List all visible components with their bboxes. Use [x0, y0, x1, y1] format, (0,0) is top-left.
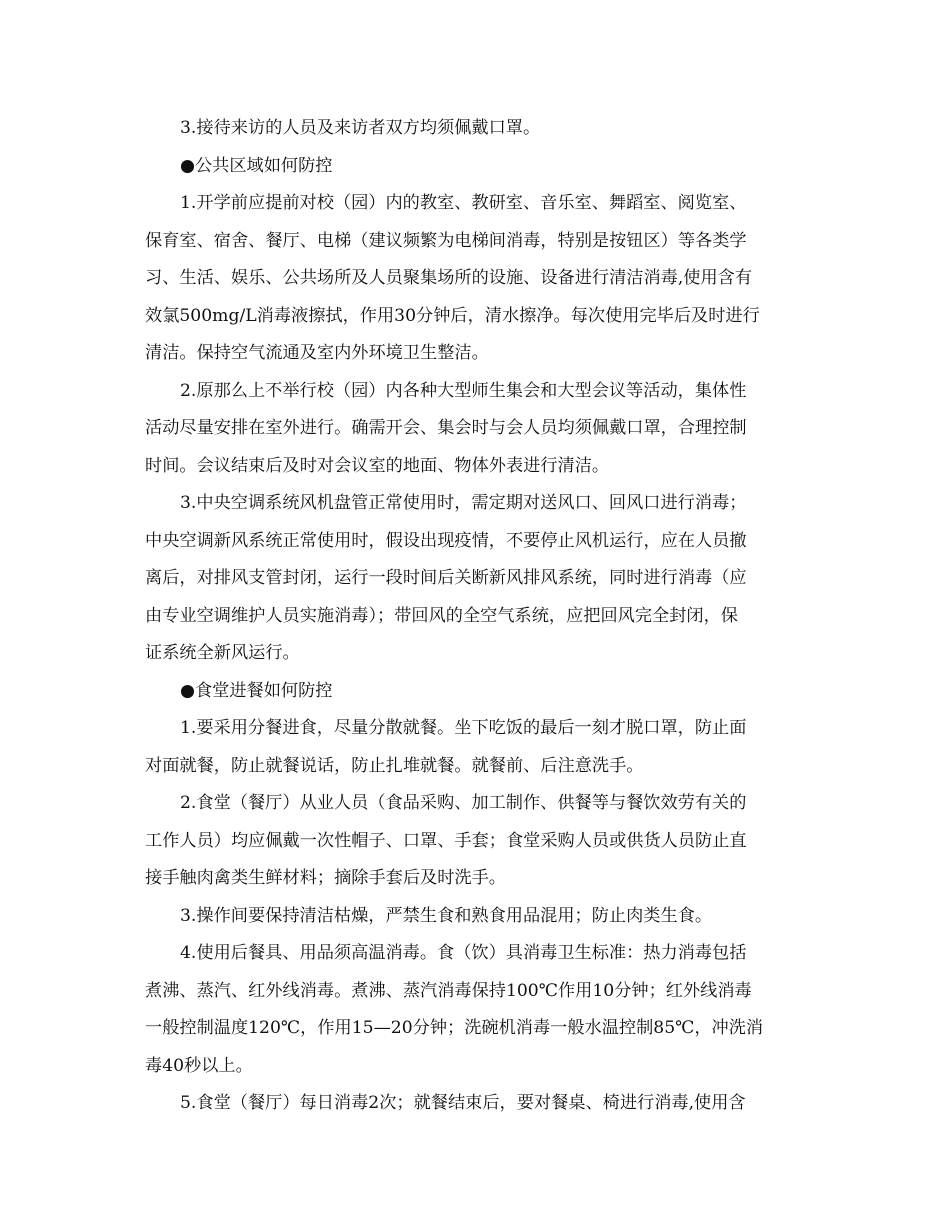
text-line: 清洁。保持空气流通及室内外环境卫生整洁。 [145, 343, 489, 363]
text-line: 一般控制温度120℃，作用15—20分钟；洗碗机消毒一般水温控制85℃，冲洗消 [145, 1018, 764, 1038]
text-line: 1.开学前应提前对校（园）内的教室、教研室、音乐室、舞蹈室、阅览室、 [180, 193, 747, 213]
text-line: 2.原那么上不举行校（园）内各种大型师生集会和大型会议等活动，集体性 [180, 380, 747, 401]
document-page [145, 110, 805, 1123]
text-line: 4.使用后餐具、用品须高温消毒。食（饮）具消毒卫生标准：热力消毒包括 [180, 943, 747, 963]
text-line: 离后，对排风支管封闭，运行一段时间后关断新风排风系统，同时进行消毒（应 [145, 568, 747, 588]
text-line: 3.中央空调系统风机盘管正常使用时，需定期对送风口、回风口进行消毒； [180, 493, 747, 513]
text-line: 5.食堂（餐厅）每日消毒2次；就餐结束后，要对餐桌、椅进行消毒,使用含 [180, 1093, 746, 1113]
text-line: 活动尽量安排在室外进行。确需开会、集会时与会人员均须佩戴口罩，合理控制 [145, 418, 747, 438]
text-line: 煮沸、蒸汽、红外线消毒。煮沸、蒸汽消毒保持100℃作用10分钟；红外线消毒 [145, 980, 752, 1001]
text-line: 接手触肉禽类生鲜材料；摘除手套后及时洗手。 [145, 868, 506, 888]
section-heading: ●食堂进餐如何防控 [180, 680, 333, 701]
text-line: 中央空调新风系统正常使用时，假设出现疫情，不要停止风机运行，应在人员撤 [145, 530, 747, 551]
text-line: 2.食堂（餐厅）从业人员（食品采购、加工制作、供餐等与餐饮效劳有关的 [180, 793, 747, 813]
text-line: 对面就餐，防止就餐说话，防止扎堆就餐。就餐前、后注意洗手。 [145, 755, 644, 776]
text-line: 毒40秒以上。 [145, 1055, 253, 1076]
text-line: 保育室、宿舍、餐厅、电梯（建议频繁为电梯间消毒，特别是按钮区）等各类学 [145, 230, 747, 251]
text-line: 3.接待来访的人员及来访者双方均须佩戴口罩。 [180, 118, 541, 138]
text-line: 效氯500mg/L消毒液擦拭，作用30分钟后，清水擦净。每次使用完毕后及时进行 [145, 305, 760, 326]
text-line: 1.要采用分餐进食，尽量分散就餐。坐下吃饭的最后一刻才脱口罩，防止面 [180, 718, 747, 738]
text-line: 3.操作间要保持清洁枯燥，严禁生食和熟食用品混用；防止肉类生食。 [180, 905, 713, 926]
section-heading: ●公共区域如何防控 [180, 155, 333, 176]
text-line: 时间。会议结束后及时对会议室的地面、物体外表进行清洁。 [145, 455, 610, 476]
text-line: 证系统全新风运行。 [145, 643, 300, 663]
text-line: 由专业空调维护人员实施消毒）；带回风的全空气系统，应把回风完全封闭，保 [145, 605, 738, 626]
text-line: 习、生活、娱乐、公共场所及人员聚集场所的设施、设备进行清洁消毒,使用含有 [145, 268, 753, 288]
text-line: 工作人员）均应佩戴一次性帽子、口罩、手套；食堂采购人员或供货人员防止直 [145, 830, 747, 851]
